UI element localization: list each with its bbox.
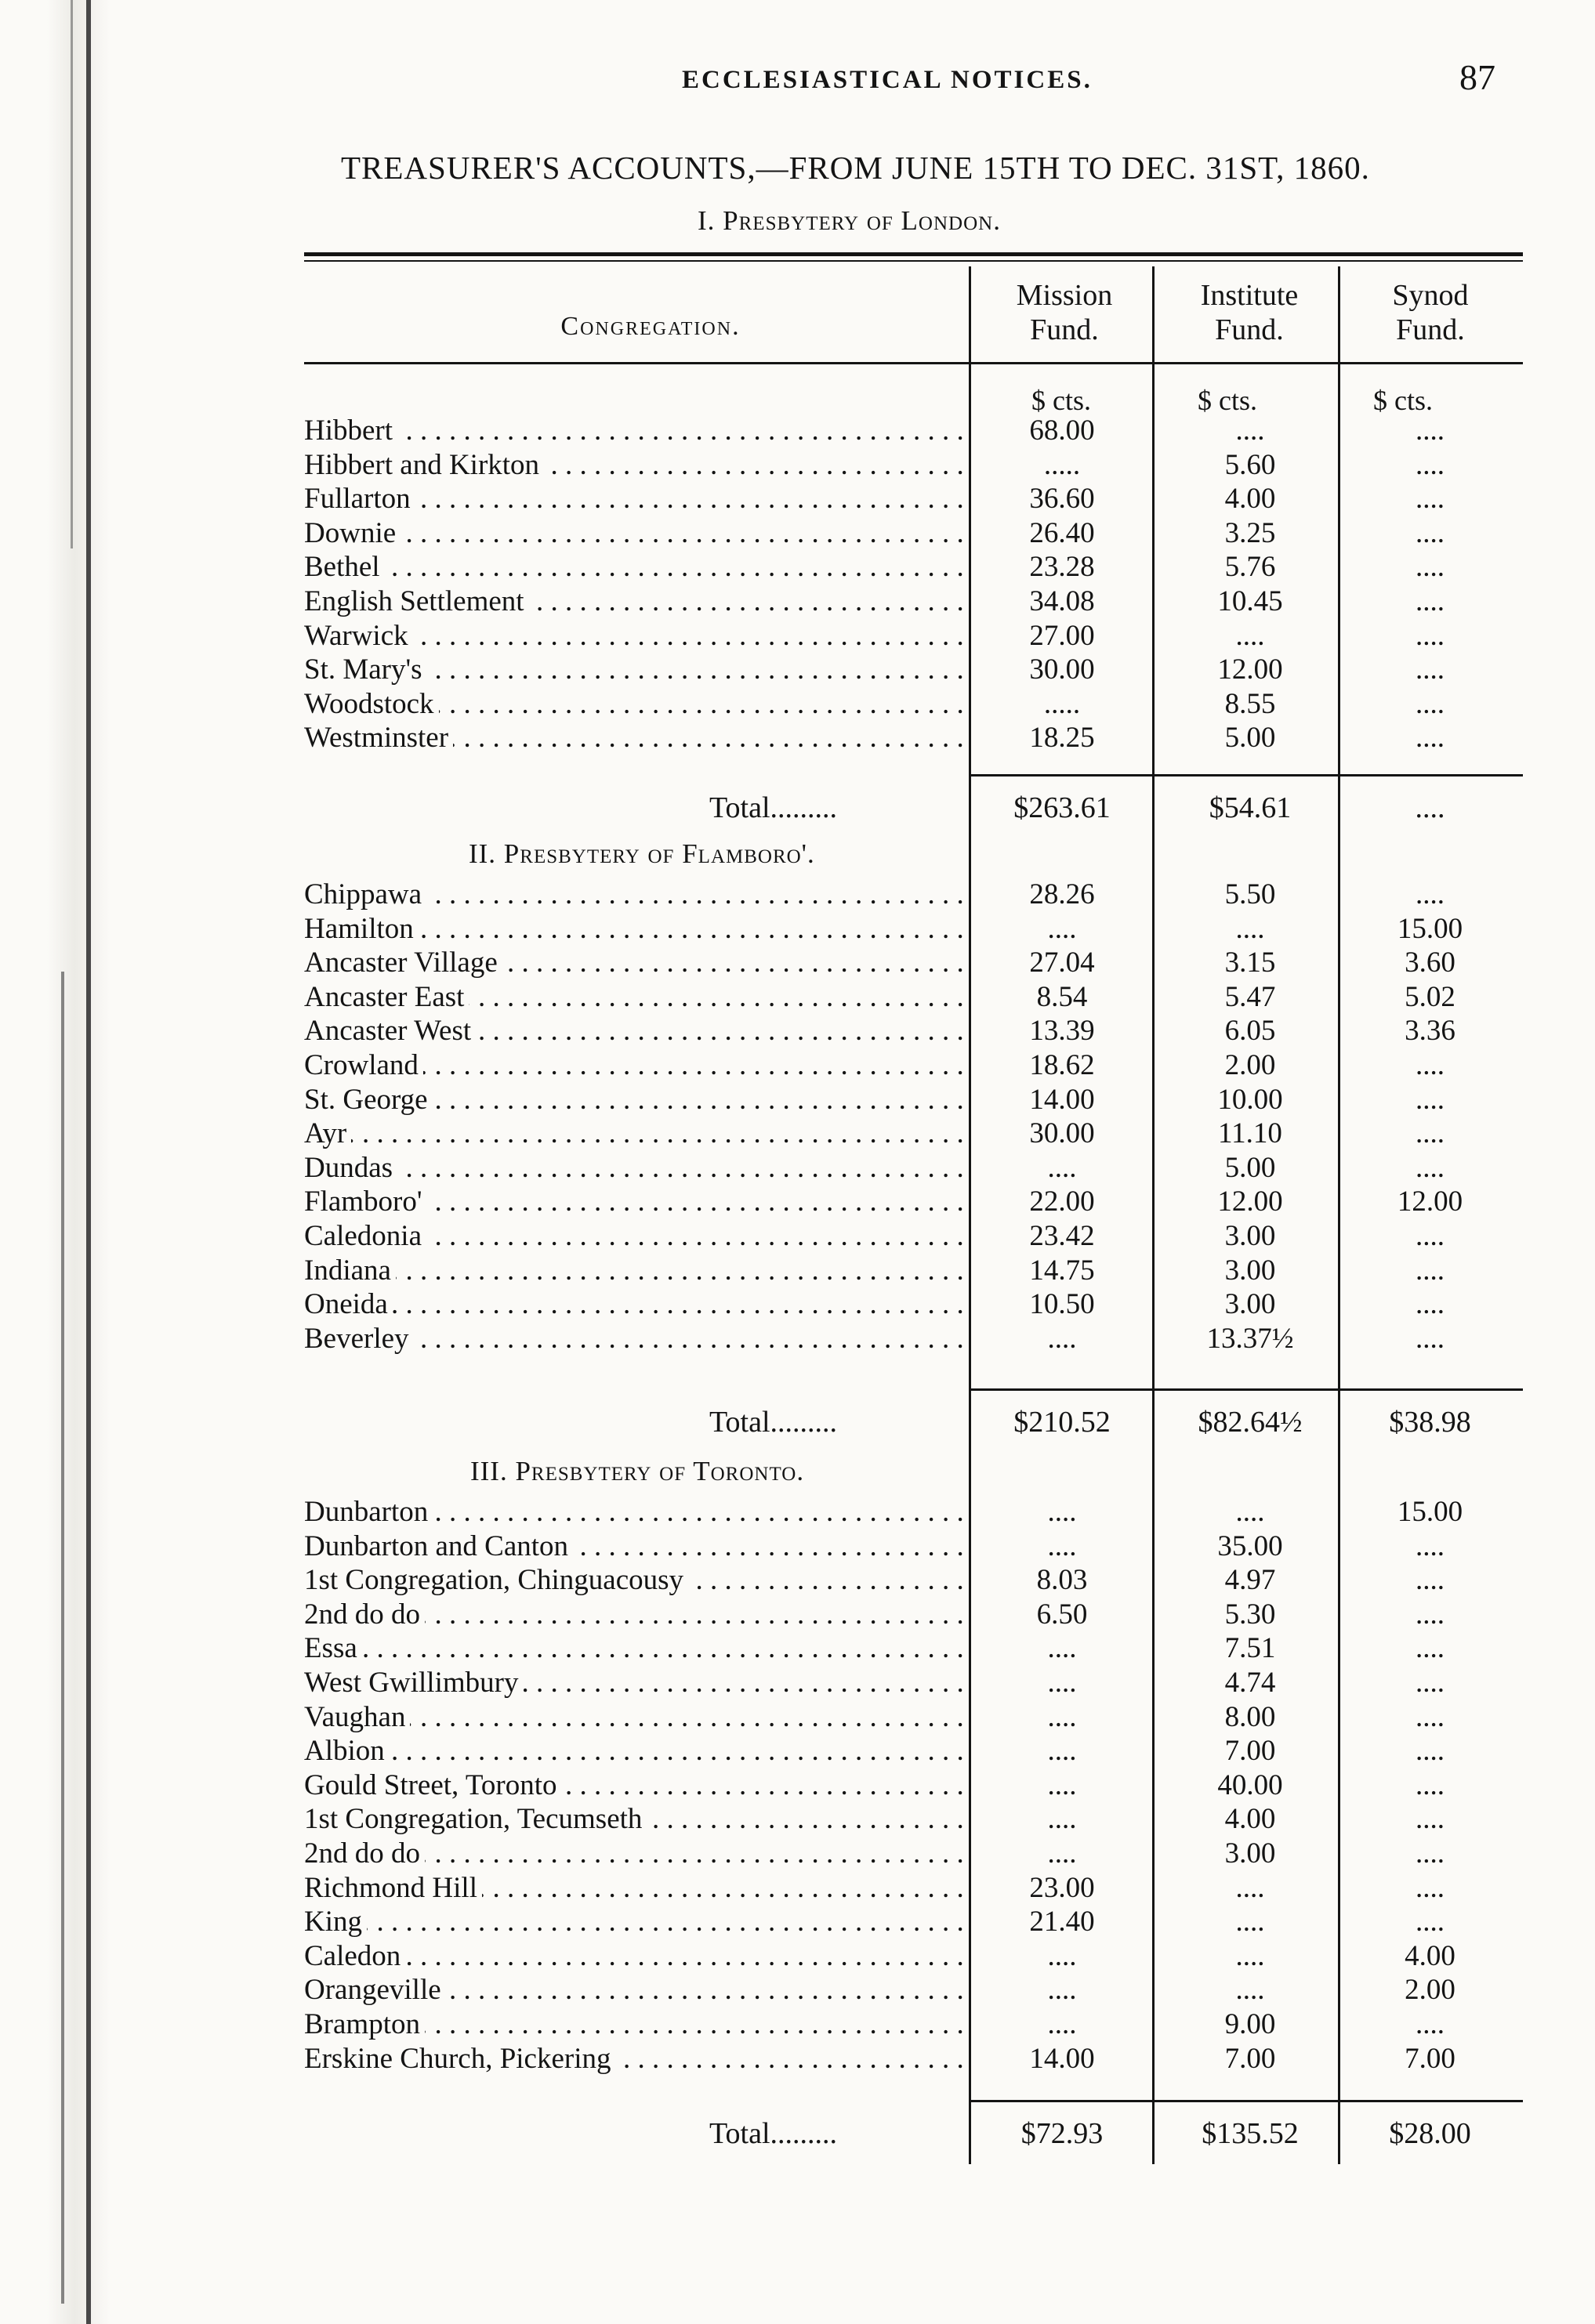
mission-fund-cell: .... [1047,1939,1077,1972]
table-row [0,1219,1595,1254]
table-row [0,1322,1595,1356]
table-row [0,414,1595,448]
congregation-name: 2nd do do . . . [304,1837,966,1871]
congregation-name: 2nd do do . . . [304,1598,966,1632]
table-row [0,912,1595,947]
congregation-name: St. George . . . [304,1083,966,1117]
synod-fund-cell: .... [1416,1564,1445,1597]
congregation-name: 1st Congregation, Tecumseth . . . [304,1802,966,1837]
congregation-name: Bethel . . . [304,550,966,585]
synod-fund-cell: .... [1416,1735,1445,1768]
mission-fund-cell: 8.54 [1036,980,1088,1013]
institute-fund-cell: .... [1235,1496,1265,1528]
institute-fund-cell: 12.00 [1217,653,1283,686]
table-row [0,482,1595,516]
total-label: Total......... [709,1406,838,1439]
congregation-name: Dunbarton . . . [304,1495,966,1529]
mission-fund-cell: 27.04 [1029,947,1095,979]
institute-fund-cell: 8.55 [1224,687,1276,720]
congregation-name: Chippawa . . . [304,878,966,912]
congregation-name: Ancaster East . . . [304,980,966,1015]
header-institute-fund: Institute Fund. [1200,279,1299,346]
total-row [0,2114,1595,2153]
table-row [0,1837,1595,1871]
table-row [0,1287,1595,1322]
synod-fund-cell: .... [1416,1083,1445,1116]
institute-fund-cell: 5.47 [1224,980,1276,1013]
congregation-name: 1st Congregation, Chinguacousy . . . [304,1563,966,1598]
unit-mission: $ cts. [1031,385,1091,416]
table-row [0,1048,1595,1083]
institute-fund-cell: 2.00 [1224,1049,1276,1081]
synod-fund-cell: .... [1416,516,1445,549]
institute-fund-cell: 3.15 [1224,947,1276,979]
congregation-name: Orangeville . . . [304,1973,966,2007]
institute-fund-cell: .... [1235,1974,1265,2007]
table-row [0,2042,1595,2076]
table-row [0,653,1595,687]
mission-fund-cell: 68.00 [1029,414,1095,447]
synod-fund-total: $28.00 [1389,2117,1471,2150]
mission-fund-cell: .... [1047,1974,1077,2007]
table-row [0,1151,1595,1186]
mission-fund-cell: 22.00 [1029,1186,1095,1218]
table-row [0,946,1595,980]
congregation-name: Brampton . . . [304,2007,966,2042]
total-label: Total......... [709,791,838,824]
mission-fund-cell: 6.50 [1036,1598,1088,1631]
congregation-name: Dunbarton and Canton . . . [304,1529,966,1564]
congregation-name: Oneida . . . [304,1287,966,1322]
table-row [0,448,1595,483]
congregation-name: Caledonia . . . [304,1219,966,1254]
institute-fund-cell: .... [1235,1939,1265,1972]
institute-fund-cell: 4.74 [1224,1667,1276,1699]
mission-fund-cell: 36.60 [1029,483,1095,516]
institute-fund-cell: 5.30 [1224,1598,1276,1631]
synod-fund-cell: .... [1416,687,1445,720]
page-number: 87 [1459,57,1495,97]
table-row [0,1495,1595,1529]
synod-fund-cell: .... [1416,619,1445,652]
table-row [0,1973,1595,2007]
mission-fund-cell: 14.00 [1029,2042,1095,2075]
total-row [0,1403,1595,1442]
synod-fund-cell: .... [1416,1768,1445,1801]
mission-fund-cell: .... [1047,1632,1077,1665]
institute-fund-cell: 35.00 [1217,1529,1283,1562]
synod-fund-cell: .... [1416,1803,1445,1836]
mission-fund-cell: ..... [1043,687,1081,720]
table-row [0,1014,1595,1048]
mission-fund-cell: .... [1047,1700,1077,1733]
congregation-name: Ancaster Village . . . [304,946,966,980]
table-row [0,1083,1595,1117]
synod-fund-cell: 12.00 [1397,1186,1463,1218]
synod-fund-cell: .... [1416,1700,1445,1733]
institute-fund-cell: 3.00 [1224,1254,1276,1287]
unit-synod: $ cts. [1373,385,1433,416]
mission-fund-cell: 10.50 [1029,1288,1095,1321]
congregation-name: English Settlement . . . [304,585,966,619]
institute-fund-cell: .... [1235,912,1265,945]
synod-fund-cell: 7.00 [1405,2042,1455,2075]
table-row [0,1529,1595,1564]
synod-fund-cell: 3.60 [1405,947,1455,979]
institute-fund-total: $82.64½ [1198,1406,1303,1439]
mission-fund-cell: 18.62 [1029,1049,1095,1081]
institute-fund-cell: 6.05 [1224,1015,1276,1048]
synod-fund-cell: .... [1416,2008,1445,2040]
table-row [0,1563,1595,1598]
synod-fund-cell: .... [1416,1906,1445,1938]
synod-fund-cell: .... [1416,878,1445,910]
congregation-name: Ancaster West . . . [304,1014,966,1048]
institute-fund-cell: 40.00 [1217,1768,1283,1801]
table-top-rule [304,252,1523,256]
mission-fund-cell: .... [1047,1768,1077,1801]
mission-fund-cell: 18.25 [1029,722,1095,755]
table-row [0,2007,1595,2042]
table-row [0,1768,1595,1803]
institute-fund-cell: 4.00 [1224,483,1276,516]
institute-fund-cell: .... [1235,619,1265,652]
table-row [0,980,1595,1015]
institute-fund-cell: 13.37½ [1206,1322,1294,1355]
institute-fund-cell: .... [1235,414,1265,447]
institute-fund-cell: 3.00 [1224,1220,1276,1252]
mission-fund-cell: 34.08 [1029,585,1095,617]
mission-fund-cell: 14.00 [1029,1083,1095,1116]
synod-fund-cell: 15.00 [1397,912,1463,945]
synod-fund-cell: .... [1416,1049,1445,1081]
congregation-name: Beverley . . . [304,1322,966,1356]
institute-fund-cell: 5.76 [1224,551,1276,584]
synod-fund-cell: 15.00 [1397,1496,1463,1528]
table-row [0,1939,1595,1974]
mission-fund-cell: 28.26 [1029,878,1095,910]
synod-fund-cell: .... [1416,1151,1445,1184]
header-mission-fund: Mission Fund. [1016,279,1113,346]
synod-fund-cell: .... [1416,551,1445,584]
mission-fund-cell: .... [1047,1735,1077,1768]
congregation-name: Caledon . . . [304,1939,966,1974]
congregation-name: Hamilton . . . [304,912,966,947]
congregation-name: Flamboro' . . . [304,1185,966,1219]
synod-fund-cell: .... [1416,1322,1445,1355]
congregation-name: Hibbert . . . [304,414,966,448]
mission-fund-total: $72.93 [1020,2117,1104,2150]
table-row [0,1802,1595,1837]
congregation-name: King . . . [304,1905,966,1939]
institute-fund-cell: 10.00 [1217,1083,1283,1116]
institute-fund-cell: 4.00 [1224,1803,1276,1836]
header-congregation: Congregation. [560,312,741,341]
institute-fund-cell: .... [1235,1871,1265,1904]
synod-fund-total: $38.98 [1389,1406,1471,1439]
institute-fund-cell: 3.00 [1224,1837,1276,1870]
institute-fund-cell: 12.00 [1217,1186,1283,1218]
table-row [0,1871,1595,1906]
header-synod-fund: Synod Fund. [1392,279,1469,346]
total-rule [970,2100,1523,2102]
mission-fund-cell: .... [1047,2008,1077,2040]
synod-fund-cell: .... [1416,585,1445,617]
congregation-name: West Gwillimbury . . . [304,1666,966,1700]
table-row [0,1598,1595,1632]
congregation-name: Woodstock . . . [304,687,966,722]
mission-fund-total: $263.61 [1013,791,1111,824]
table-row [0,1254,1595,1288]
synod-fund-cell: .... [1416,1632,1445,1665]
mission-fund-cell: .... [1047,1667,1077,1699]
running-head: ECCLESIASTICAL NOTICES. [682,66,1093,94]
section-title-london: I. Presbytery of London. [698,205,1001,236]
congregation-name: Downie . . . [304,516,966,551]
institute-fund-cell: 7.00 [1224,2042,1276,2075]
congregation-name: Essa . . . [304,1631,966,1666]
institute-fund-cell: 3.25 [1224,516,1276,549]
congregation-name: Albion . . . [304,1734,966,1768]
synod-fund-total: .... [1415,791,1445,824]
institute-fund-cell: 7.51 [1224,1632,1276,1665]
total-row [0,788,1595,827]
institute-fund-total: $54.61 [1209,791,1292,824]
mission-fund-cell: .... [1047,1496,1077,1528]
congregation-name: Indiana . . . [304,1254,966,1288]
synod-fund-cell: 2.00 [1405,1974,1455,2007]
table-row [0,1117,1595,1151]
page-title: TREASURER'S ACCOUNTS,—FROM JUNE 15TH TO DEC. 31ST, 1860. [341,150,1370,186]
table-row [0,516,1595,551]
synod-fund-cell: .... [1416,1667,1445,1699]
total-rule [970,1388,1523,1391]
institute-fund-cell: 8.00 [1224,1700,1276,1733]
congregation-name: Hibbert and Kirkton . . . [304,448,966,483]
institute-fund-cell: 7.00 [1224,1735,1276,1768]
congregation-name: Ayr . . . [304,1117,966,1151]
congregation-name: Richmond Hill . . . [304,1871,966,1906]
institute-fund-cell: .... [1235,1906,1265,1938]
mission-fund-cell: .... [1047,912,1077,945]
mission-fund-cell: 14.75 [1029,1254,1095,1287]
synod-fund-cell: .... [1416,414,1445,447]
table-row [0,585,1595,619]
synod-fund-cell: .... [1416,1837,1445,1870]
institute-fund-cell: 3.00 [1224,1288,1276,1321]
table-row [0,1631,1595,1666]
mission-fund-cell: 23.28 [1029,551,1095,584]
synod-fund-cell: .... [1416,1871,1445,1904]
congregation-name: Dundas . . . [304,1151,966,1186]
mission-fund-cell: 23.42 [1029,1220,1095,1252]
synod-fund-cell: .... [1416,1288,1445,1321]
unit-institute: $ cts. [1198,385,1257,416]
mission-fund-cell: 13.39 [1029,1015,1095,1048]
congregation-name: Vaughan . . . [304,1700,966,1735]
congregation-name: Westminster . . . [304,721,966,755]
table-row [0,1666,1595,1700]
congregation-name: Warwick . . . [304,619,966,653]
table-row [0,721,1595,755]
synod-fund-cell: .... [1416,448,1445,481]
mission-fund-cell: 26.40 [1029,516,1095,549]
mission-fund-cell: .... [1047,1322,1077,1355]
synod-fund-cell: .... [1416,1117,1445,1150]
table-row [0,1185,1595,1219]
table-row [0,1734,1595,1768]
table-row [0,1700,1595,1735]
institute-fund-cell: 5.60 [1224,448,1276,481]
synod-fund-cell: .... [1416,1598,1445,1631]
table-row [0,878,1595,912]
synod-fund-cell: .... [1416,483,1445,516]
table-row [0,1905,1595,1939]
mission-fund-cell: 30.00 [1029,1117,1095,1150]
congregation-name: Crowland . . . [304,1048,966,1083]
institute-fund-cell: 4.97 [1224,1564,1276,1597]
institute-fund-cell: 11.10 [1218,1117,1282,1150]
mission-fund-cell: .... [1047,1837,1077,1870]
mission-fund-cell: .... [1047,1529,1077,1562]
section-title-toronto: III. Presbytery of Toronto. [470,1456,805,1486]
synod-fund-cell: .... [1416,1254,1445,1287]
institute-fund-cell: 5.50 [1224,878,1276,910]
mission-fund-cell: 8.03 [1036,1564,1088,1597]
total-rule [970,774,1523,776]
mission-fund-cell: 23.00 [1029,1871,1095,1904]
mission-fund-cell: .... [1047,1151,1077,1184]
table-row [0,550,1595,585]
mission-fund-cell: .... [1047,1803,1077,1836]
institute-fund-cell: 9.00 [1224,2008,1276,2040]
mission-fund-total: $210.52 [1013,1406,1111,1439]
mission-fund-cell: 21.40 [1029,1906,1095,1938]
congregation-name: Erskine Church, Pickering . . . [304,2042,966,2076]
institute-fund-cell: 5.00 [1224,1151,1276,1184]
mission-fund-cell: 30.00 [1029,653,1095,686]
congregation-name: Gould Street, Toronto . . . [304,1768,966,1803]
synod-fund-cell: .... [1416,653,1445,686]
congregation-name: Fullarton . . . [304,482,966,516]
total-label: Total......... [709,2117,838,2150]
congregation-name: St. Mary's . . . [304,653,966,687]
synod-fund-cell: 4.00 [1405,1939,1455,1972]
synod-fund-cell: 3.36 [1405,1015,1455,1048]
table-row [0,619,1595,653]
institute-fund-cell: 5.00 [1224,722,1276,755]
section-title-flamboro: II. Presbytery of Flamboro'. [469,838,815,869]
mission-fund-cell: 27.00 [1029,619,1095,652]
institute-fund-cell: 10.45 [1217,585,1283,617]
synod-fund-cell: .... [1416,722,1445,755]
institute-fund-total: $135.52 [1202,2117,1299,2150]
synod-fund-cell: 5.02 [1405,980,1455,1013]
mission-fund-cell: ..... [1043,448,1081,481]
table-row [0,687,1595,722]
table-top-rule [304,260,1523,262]
synod-fund-cell: .... [1416,1220,1445,1252]
synod-fund-cell: .... [1416,1529,1445,1562]
